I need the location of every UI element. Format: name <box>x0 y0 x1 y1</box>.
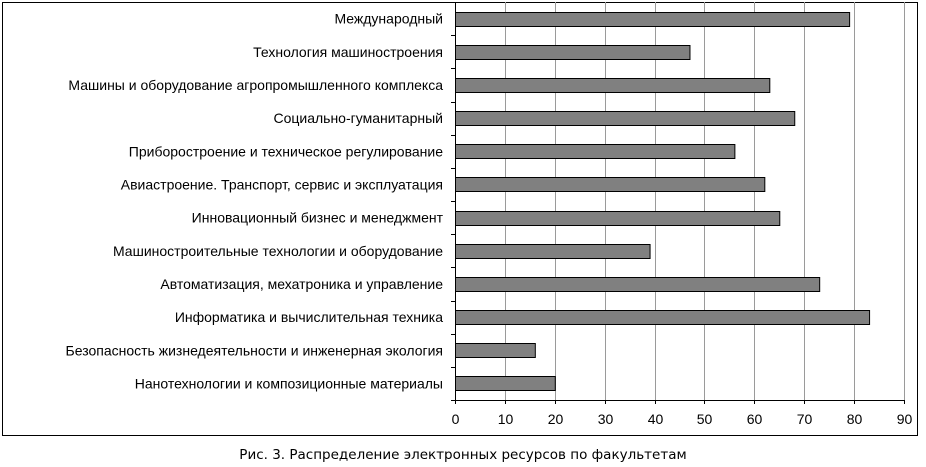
category-label-5: Приборостроение и техническое регулирование <box>128 143 443 160</box>
x-tick-label-50: 50 <box>696 411 713 427</box>
category-label-10: Информатика и вычислительная техника <box>174 309 443 326</box>
figure-caption: Рис. 3. Распределение электронных ресурсов по факультетам <box>239 447 687 463</box>
category-label-4: Социально-гуманитарный <box>273 110 443 127</box>
bar-3 <box>456 79 770 93</box>
category-label-3: Машины и оборудование агропромышленного комплекса <box>68 76 443 93</box>
bar-6 <box>456 178 765 192</box>
category-label-1: Международный <box>334 10 443 27</box>
tick-labels <box>452 411 913 427</box>
bar-8 <box>456 245 651 259</box>
x-tick-label-90: 90 <box>896 411 913 427</box>
bars <box>456 13 870 391</box>
x-tick-label-0: 0 <box>451 411 460 427</box>
x-tick-label-40: 40 <box>647 411 664 427</box>
bar-7 <box>456 212 780 226</box>
category-label-8: Машиностроительные технологии и оборудование <box>112 242 443 259</box>
x-tick-label-80: 80 <box>846 411 863 427</box>
x-tick-label-30: 30 <box>597 411 614 427</box>
bar-1 <box>456 13 850 27</box>
x-tick-label-60: 60 <box>746 411 763 427</box>
x-tick-label-70: 70 <box>796 411 813 427</box>
category-label-12: Нанотехнологии и композиционные материалы <box>134 375 443 392</box>
category-label-9: Автоматизация, мехатроника и управление <box>160 275 443 292</box>
bar-4 <box>456 112 795 126</box>
category-labels <box>66 11 444 392</box>
x-tick-label-20: 20 <box>547 411 564 427</box>
bar-9 <box>456 278 820 292</box>
x-tick-label-10: 10 <box>497 411 514 427</box>
category-label-11: Безопасность жизнедеятельности и инженерная экология <box>65 342 443 359</box>
bar-11 <box>456 344 536 358</box>
bar-5 <box>456 145 735 159</box>
category-label-6: Авиастроение. Транспорт, сервис и эксплуатация <box>120 176 443 193</box>
grid-lines <box>506 2 905 400</box>
category-label-7: Инновационный бизнес и менеджмент <box>191 209 443 226</box>
bar-12 <box>456 377 556 391</box>
category-label-2: Технология машиностроения <box>253 43 443 60</box>
bar-2 <box>456 46 690 60</box>
bar-10 <box>456 311 870 325</box>
